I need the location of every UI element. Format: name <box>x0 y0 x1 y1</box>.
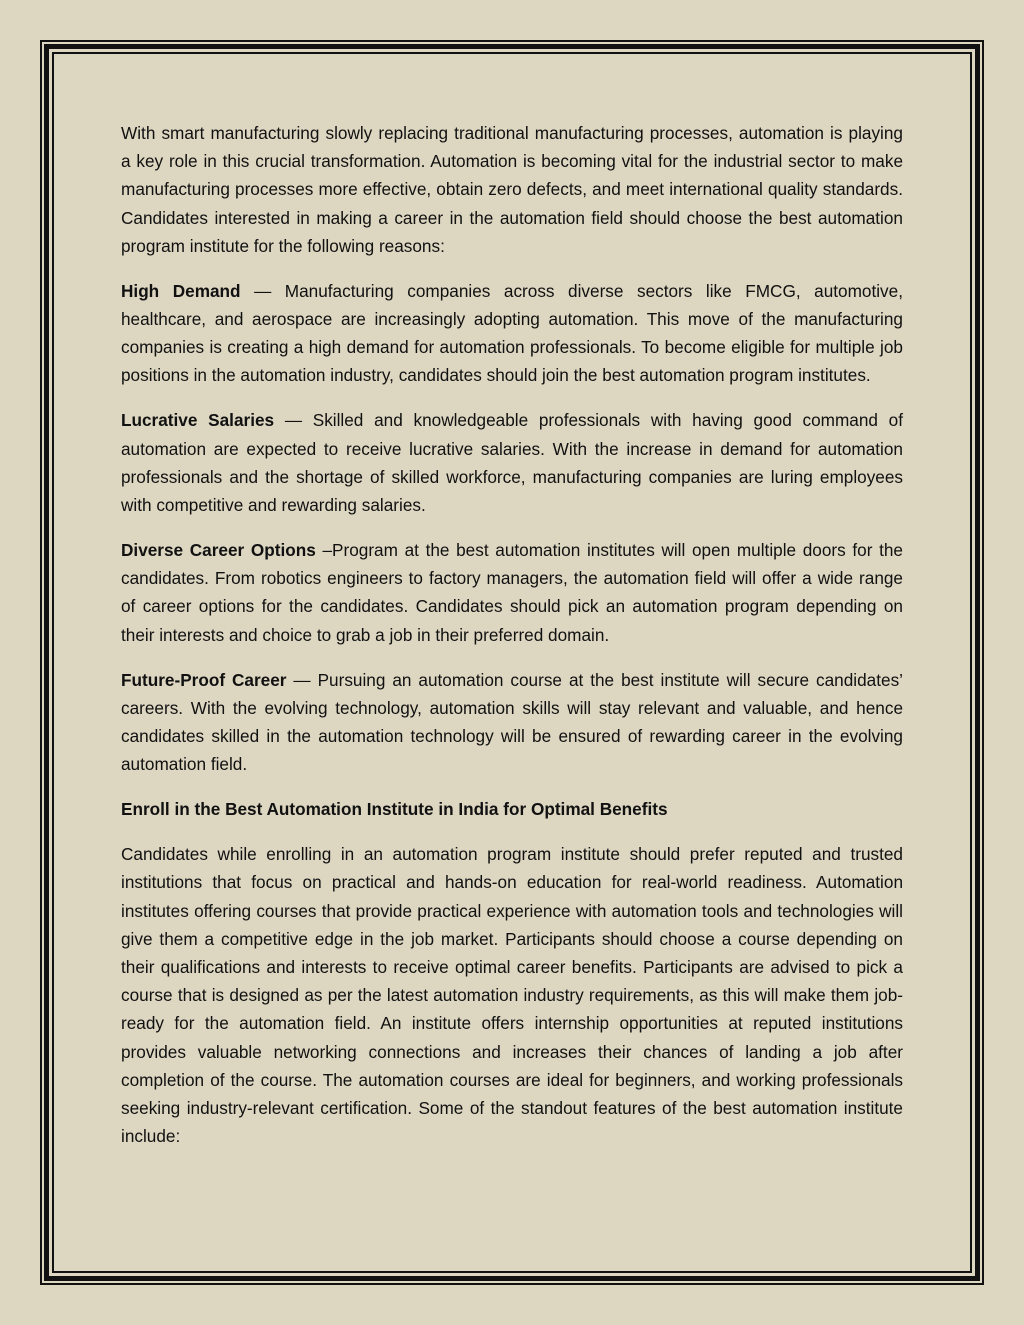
lucrative-salaries-text: — Skilled and knowledgeable professionals with having good command of automation are expected to receive lucrative salaries. With the increase in demand for automation professionals and the shortage of skilled workforce, manufacturing companies are luring employees with competitive and rewarding salaries. <box>121 410 904 516</box>
document-body <box>121 119 903 1167</box>
high-demand-title: High Demand <box>121 280 241 301</box>
diverse-career-title: Diverse Career Options <box>121 540 316 561</box>
enroll-paragraph: Candidates while enrolling in an automation program institute should prefer reputed and trusted institutions that focus on practical and hands-on education for real-world readiness. Automation institutes offering courses that provide practical experience with automation tools and technologies will give them a competitive edge in the job market. Participants should choose a course depending on their qualifications and interests to receive optimal career benefits. Participants are advised to pick a course that is designed as per the latest automation industry requirements, as this will make them job-ready for the automation field. An institute offers internship opportunities at reputed institutions provides valuable networking connections and increases their chances of landing a job after completion of the course. The automation courses are ideal for beginners, and working professionals seeking industry-relevant certification. Some of the standout features of the best automation institute include: <box>121 844 903 1147</box>
intro-paragraph: With smart manufacturing slowly replacing traditional manufacturing processes, automation is playing a key role in this crucial transformation. Automation is becoming vital for the industrial sector to make manufacturing processes more effective, obtain zero defects, and meet international quality standards. Candidates interested in making a career in the automation field should choose the best automation program institute for the following reasons: <box>121 123 903 256</box>
lucrative-salaries-paragraph <box>121 406 903 519</box>
high-demand-text: — Manufacturing companies across diverse sectors like FMCG, automotive, healthcare, and aerospace are increasingly adopting automation. This move of the manufacturing companies is creating a high demand for automation professionals. To become eligible for multiple job positions in the automation industry, candidates should join the best automation program institutes. <box>121 280 903 386</box>
future-proof-paragraph <box>121 666 903 779</box>
diverse-career-text: –Program at the best automation institutes will open multiple doors for the candidates. From robotics engineers to factory managers, the automation field will offer a wide range of career options for the candidates. Candidates should pick an automation program depending on their interests and choice to grab a job in their preferred domain. <box>121 540 903 645</box>
diverse-career-paragraph <box>121 536 903 649</box>
lucrative-salaries-title: Lucrative Salaries <box>121 410 275 431</box>
enroll-heading: Enroll in the Best Automation Institute in India for Optimal Benefits <box>121 799 668 820</box>
high-demand-paragraph <box>121 277 903 390</box>
future-proof-text: — Pursuing an automation course at the best institute will secure candidates’ careers. With the evolving technology, automation skills will stay relevant and valuable, and hence candidates skilled in the automation technology will be ensured of rewarding career in the evolving automation field. <box>121 669 903 775</box>
future-proof-title: Future-Proof Career <box>121 669 287 690</box>
